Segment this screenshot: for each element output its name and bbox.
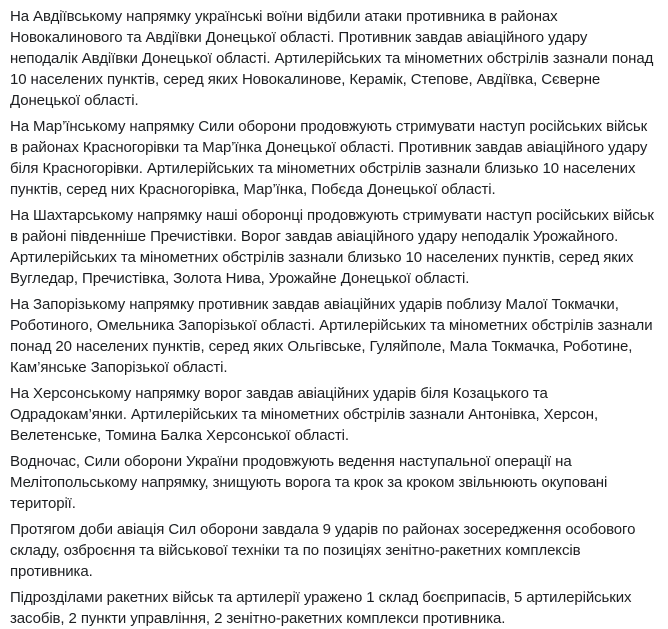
report-paragraph-aviation-strikes: Протягом доби авіація Сил оборони завдала 9 ударів по районах зосередження особового складу, озброєння та військової техніки та по позиціях зенітно-ракетних комплексів противника. bbox=[10, 521, 636, 580]
report-paragraph-kherson: На Херсонському напрямку ворог завдав авіаційних ударів біля Козацького та Одрадокам’янки. Артилерійських та мінометних обстрілів зазнали Антонівка, Херсон, Велетенське, Томина Балка Херсонської області. bbox=[10, 385, 599, 444]
report-paragraph-melitopol: Водночас, Сили оборони України продовжують ведення наступальної операції на Мелітопольському напрямку, знищують ворога та крок за кроком звільнюють окуповані території. bbox=[10, 453, 608, 512]
report-paragraph-shakhtarsk: На Шахтарському напрямку наші оборонці продовжують стримувати наступ російських військ в районі південніше Пречистівки. Ворог завдав авіаційного удару неподалік Урожайного. Артилерійських та мінометних обстрілів зазнали близько 10 населених пунктів, серед яких Вугледар, Пречистівка, Золота Нива, Урожайне Донецької області. bbox=[10, 207, 654, 287]
report-paragraph-marinka: На Мар’їнському напрямку Сили оборони продовжують стримувати наступ російських військ в районах Красногорівки та Мар’їнка Донецької області. Противник завдав авіаційного удару біля Красногорівки. Артилерійських та мінометних обстрілів зазнали близько 10 населених пунктів, серед них Красногорівка, Мар’їнка, Побєда Донецької області. bbox=[10, 118, 648, 198]
report-paragraph-missile-artillery: Підрозділами ракетних військ та артилерії уражено 1 склад боєприпасів, 5 артилерійських засобів, 2 пункти управління, 2 зенітно-ракетних комплекси противника. bbox=[10, 589, 632, 627]
report-paragraph-zaporizhzhia: На Запорізькому напрямку противник завдав авіаційних ударів поблизу Малої Токмачки, Роботиного, Омельника Запорізької області. Артилерійських та мінометних обстрілів зазнали понад 20 населених пунктів, серед яких Ольгівське, Гуляйполе, Мала Токмачка, Роботине, Кам’янське Запорізької області. bbox=[10, 296, 653, 376]
report-paragraph-avdiivka: На Авдіївському напрямку українські воїни відбили атаки противника в районах Новокалинового та Авдіївки Донецької області. Противник завдав авіаційного удару неподалік Авдіївки Донецької області. Артилерійських та мінометних обстрілів зазнали понад 10 населених пунктів, серед яких Новокалинове, Керамік, Степове, Авдіївка, Сєверне Донецької області. bbox=[10, 8, 654, 109]
